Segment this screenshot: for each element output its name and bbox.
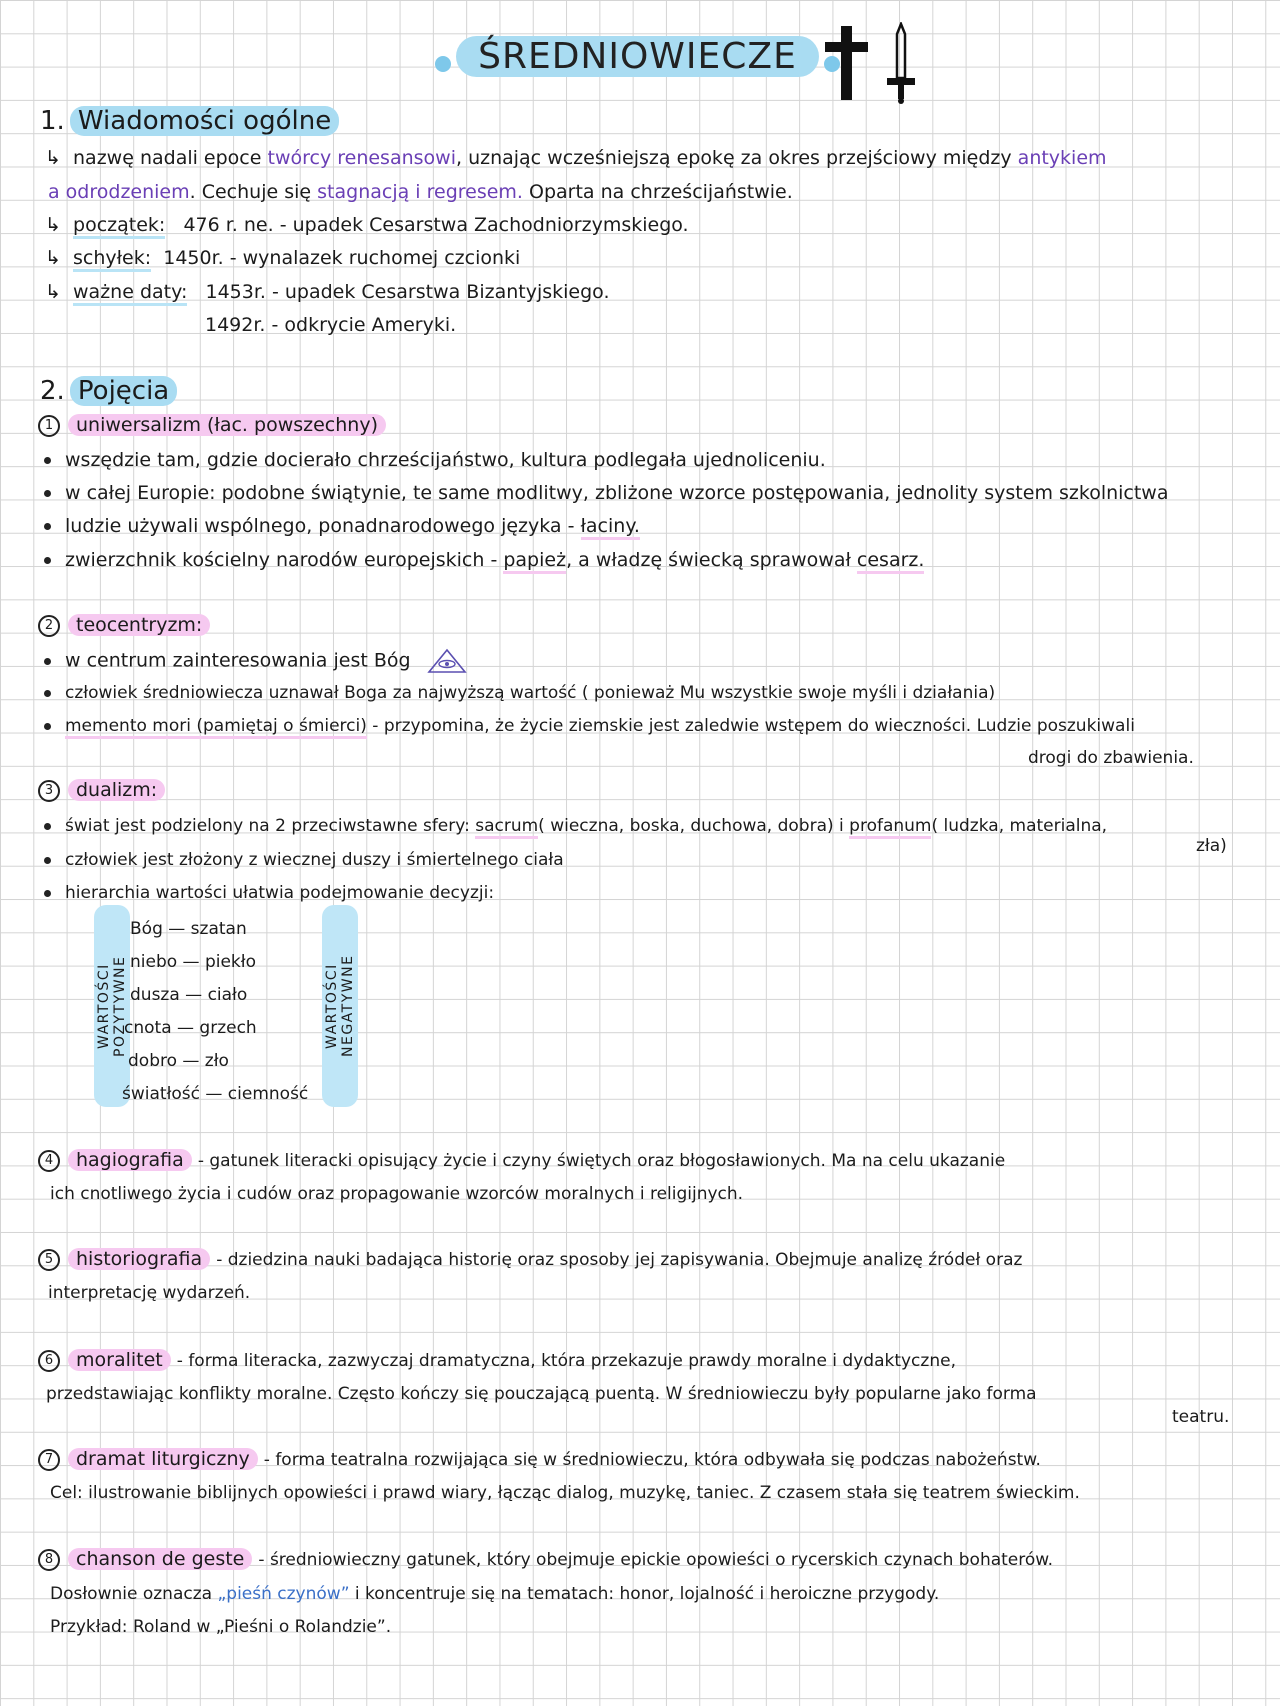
text: świat jest podzielony na 2 przeciwstawne sfery: — [65, 816, 470, 836]
text: wszędzie tam, gdzie docierało chrześcijaństwo, kultura podlegała ujednoliceniu. — [65, 449, 826, 471]
section-number: 1. — [40, 106, 65, 136]
term: dualizm: — [68, 779, 165, 801]
value-pair: światłość — ciemność — [122, 1084, 309, 1104]
value-pair: niebo — piekło — [130, 952, 257, 972]
text: Cel: ilustrowanie biblijnych opowieści i prawd wiary, łącząc dialog, muzykę, taniec. Z czasem stała się teatrem świeckim. — [50, 1483, 1080, 1503]
text: w centrum zainteresowania jest Bóg — [65, 649, 411, 672]
page-title: ŚREDNIOWIECZE — [456, 36, 819, 77]
text: - forma teatralna rozwijająca się w średniowieczu, która odbywała się podczas nabożeństw. — [263, 1450, 1041, 1470]
concept-8 — [38, 1547, 1053, 1572]
highlight-term: stagnacją i regresem. — [317, 181, 523, 203]
number-badge: 7 — [38, 1449, 60, 1471]
concept-2-term — [38, 613, 210, 637]
text: przedstawiając konflikty moralne. Często kończy się pouczającą puentą. W średniowieczu były popularne jako forma — [46, 1384, 1037, 1404]
bullet-icon — [44, 457, 51, 464]
section-title: Wiadomości ogólne — [70, 106, 339, 136]
s1-line-5 — [45, 280, 610, 304]
text: ( ludzka, materialna, — [931, 816, 1108, 836]
section-number: 2. — [40, 376, 65, 406]
c6-line-2 — [46, 1382, 1037, 1406]
bullet-icon — [44, 823, 51, 830]
highlight-term: a odrodzeniem — [48, 181, 190, 203]
term: teocentryzm: — [68, 614, 210, 636]
concept-4 — [38, 1148, 1005, 1173]
c2-line-cont — [1028, 746, 1194, 770]
text: Dosłownie oznacza — [50, 1584, 213, 1604]
highlight-term: profanum — [849, 816, 931, 839]
text: 476 r. ne. - upadek Cesarstwa Zachodniorzymskiego. — [183, 214, 689, 236]
text: - przypomina, że życie ziemskie jest zaledwie wstępem do wieczności. Ludzie poszukiwali — [372, 716, 1135, 736]
text: Oparta na chrześcijaństwie. — [529, 181, 793, 203]
bullet-icon — [44, 523, 51, 530]
negative-values-label: WARTOŚCI NEGATYWNE — [322, 905, 358, 1107]
bullet-icon — [44, 690, 51, 697]
term: historiografia — [68, 1248, 210, 1270]
c2-bullet-1 — [44, 648, 467, 674]
term: uniwersalizm (łac. powszechny) — [68, 414, 386, 436]
text: - gatunek literacki opisujący życie i czyny świętych oraz błogosławionych. Ma na celu ukazanie — [197, 1151, 1006, 1171]
concept-6 — [38, 1348, 956, 1373]
c7-line-2 — [50, 1481, 1080, 1505]
c3-bullet-1 — [44, 814, 1107, 838]
eye-triangle-icon — [427, 648, 467, 674]
arrow-icon: ↳ — [45, 214, 67, 236]
highlight-term: łaciny. — [581, 515, 640, 540]
c3-bullet-3 — [44, 881, 494, 905]
number-badge: 2 — [38, 615, 60, 637]
text: 1450r. - wynalazek ruchomej czcionki — [163, 247, 521, 269]
text: hierarchia wartości ułatwia podejmowanie decyzji: — [65, 883, 495, 903]
c3-line-cont — [1196, 834, 1227, 858]
label: schyłek: — [73, 247, 151, 272]
number-badge: 1 — [38, 415, 60, 437]
number-badge: 5 — [38, 1249, 60, 1271]
highlight-term: twórcy renesansowi — [267, 147, 456, 169]
c1-bullet-2 — [44, 481, 1169, 505]
s1-line-3 — [45, 213, 689, 237]
text: ich cnotliwego życia i cudów oraz propagowanie wzorców moralnych i religijnych. — [50, 1184, 744, 1204]
text: zła) — [1196, 836, 1227, 856]
s1-line-4 — [45, 246, 520, 270]
cross-icon — [822, 24, 872, 102]
arrow-icon: ↳ — [45, 281, 67, 303]
quote-term: „pieśń czynów” — [217, 1584, 350, 1604]
value-pair: dusza — ciało — [130, 985, 248, 1005]
text: drogi do zbawienia. — [1028, 748, 1194, 768]
number-badge: 4 — [38, 1150, 60, 1172]
number-badge: 6 — [38, 1350, 60, 1372]
bullet-icon — [44, 723, 51, 730]
text: . Cechuje się — [189, 181, 312, 203]
highlight-term: cesarz. — [857, 549, 925, 574]
text: - średniowieczny gatunek, który obejmuje epickie opowieści o rycerskich czynach bohaterów. — [258, 1550, 1054, 1570]
s1-line-6 — [205, 313, 456, 337]
term: moralitet — [68, 1349, 171, 1371]
highlight-term: sacrum — [475, 816, 538, 839]
text: teatru. — [1172, 1407, 1230, 1427]
section-title: Pojęcia — [70, 376, 177, 406]
s1-line-1 — [45, 146, 1107, 170]
value-pair: cnota — grzech — [124, 1018, 257, 1038]
label: ważne daty: — [73, 281, 187, 306]
positive-values-label: WARTOŚCI POZYTYWNE — [94, 905, 130, 1107]
c2-bullet-2 — [44, 681, 995, 705]
c1-bullet-4 — [44, 548, 924, 572]
sword-icon — [884, 22, 918, 104]
text: - forma literacka, zazwyczaj dramatyczna, która przekazuje prawdy moralne i dydaktyczne, — [176, 1351, 956, 1371]
c8-line-3 — [50, 1615, 391, 1639]
c1-bullet-3 — [44, 514, 640, 538]
c2-bullet-3 — [44, 714, 1135, 738]
term: dramat liturgiczny — [68, 1448, 258, 1470]
arrow-icon: ↳ — [45, 247, 67, 269]
concept-5 — [38, 1247, 1022, 1272]
value-pair: dobro — zło — [128, 1051, 229, 1071]
concept-7 — [38, 1447, 1041, 1472]
number-badge: 3 — [38, 780, 60, 802]
bullet-icon — [44, 658, 51, 665]
text: człowiek jest złożony z wiecznej duszy i śmiertelnego ciała — [65, 850, 564, 870]
term: hagiografia — [68, 1149, 192, 1171]
highlight-term: antykiem — [1017, 147, 1107, 169]
section-2-heading — [40, 376, 177, 406]
c8-line-2 — [50, 1582, 939, 1606]
text: ( wieczna, boska, duchowa, dobra) i — [538, 816, 844, 836]
s1-line-2 — [48, 180, 793, 204]
c5-line-2 — [48, 1281, 250, 1305]
text: 1453r. - upadek Cesarstwa Bizantyjskiego. — [205, 281, 610, 303]
section-1-heading — [40, 106, 339, 136]
term: chanson de geste — [68, 1548, 252, 1570]
number-badge: 8 — [38, 1549, 60, 1571]
c3-bullet-2 — [44, 848, 564, 872]
text: , uznając wcześniejszą epokę za okres przejściowy między — [455, 147, 1012, 169]
text: w całej Europie: podobne świątynie, te same modlitwy, zbliżone wzorce postępowania, jednolity system szkolnictwa — [65, 482, 1169, 504]
text: zwierzchnik kościelny narodów europejskich - — [65, 549, 498, 571]
text: człowiek średniowiecza uznawał Boga za najwyższą wartość ( ponieważ Mu wszystkie swoje myśli i działania) — [65, 683, 996, 703]
bullet-icon — [44, 557, 51, 564]
highlight-term: memento mori (pamiętaj o śmierci) — [65, 716, 367, 739]
label: początek: — [73, 214, 165, 239]
text: - dziedzina nauki badająca historię oraz sposoby jej zapisywania. Obejmuje analizę źródeł oraz — [216, 1250, 1023, 1270]
highlight-term: papież — [503, 549, 566, 574]
arrow-icon: ↳ — [45, 147, 67, 169]
decor-dot-icon — [435, 56, 451, 72]
text: ludzie używali wspólnego, ponadnarodowego języka - — [65, 515, 575, 537]
text: Przykład: Roland w „Pieśni o Rolandzie”. — [50, 1617, 392, 1637]
bullet-icon — [44, 490, 51, 497]
bullet-icon — [44, 890, 51, 897]
c4-line-2 — [50, 1182, 743, 1206]
text: , a władzę świecką sprawował — [566, 549, 851, 571]
value-pair: Bóg — szatan — [130, 919, 247, 939]
concept-1-term — [38, 413, 386, 437]
c1-bullet-1 — [44, 448, 826, 472]
c6-line-3 — [1172, 1405, 1229, 1429]
text: i koncentruje się na tematach: honor, lojalność i heroiczne przygody. — [354, 1584, 940, 1604]
page-title-wrap — [435, 36, 840, 77]
text: 1492r. - odkrycie Ameryki. — [205, 314, 457, 336]
text: interpretację wydarzeń. — [48, 1283, 251, 1303]
text: nazwę nadali epoce — [73, 147, 262, 169]
concept-3-term — [38, 778, 165, 802]
bullet-icon — [44, 857, 51, 864]
